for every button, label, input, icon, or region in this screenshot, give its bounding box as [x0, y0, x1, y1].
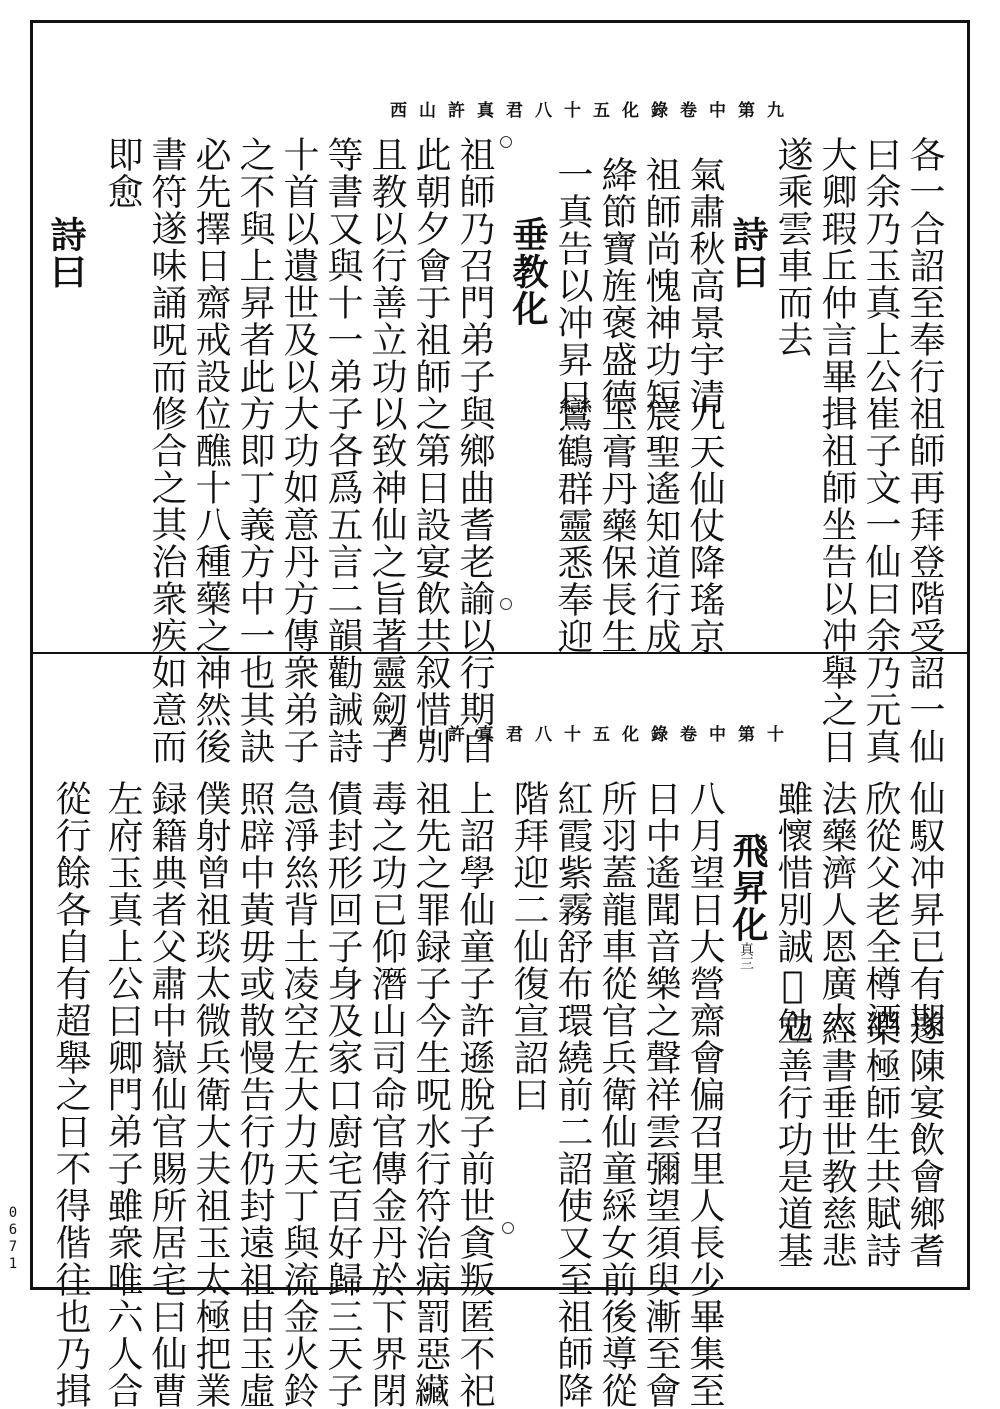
bottom-poem-line: 雖懷惜別誠𠡠勉 — [772, 780, 813, 1044]
top-poem-line: 氣肅秋高景宇清 — [684, 156, 725, 415]
top-section-title: 垂教化 — [507, 216, 549, 327]
top-poem-line: 玉膏丹藥保長生 — [596, 396, 637, 655]
top-text-column: 十首以遺世及以大功如意丹方傳衆弟子 — [278, 136, 319, 765]
top-poem-line: 鸞鶴群靈悉奉迎 — [552, 396, 593, 655]
bottom-text-column: 録籍典者父肅中嶽仙官賜所居宅曰仙曹 — [146, 780, 187, 1409]
top-poem-line: 祖師尚愧神功短 — [640, 156, 681, 415]
page-number: 0671 — [5, 1205, 21, 1273]
top-text-column: 之不與上昇者此方即丁義方中一也其訣 — [234, 136, 275, 765]
bottom-text-column: 左府玉真上公曰卿門弟子雖衆唯六人合 — [102, 780, 143, 1409]
top-text-column: 此朝夕會于祖師之第日設宴飲共叙惜別 — [410, 136, 451, 765]
top-text-column: 即愈 — [102, 136, 143, 210]
bottom-text-column: 僕射曾祖琰太微兵衛大夫祖玉太極把業 — [190, 780, 231, 1409]
bottom-poem-line: 仙馭冲昇已有期 — [904, 780, 945, 1039]
bottom-text-column: 從行餘各自有超舉之日不得偕往也乃揖 — [50, 780, 91, 1409]
bottom-poem-line: 欣從父老全樽酒 — [860, 780, 901, 1039]
top-text-column: 曰余乃玉真上公崔子文一仙曰余乃元真 — [860, 136, 901, 765]
top-poem-line: 絳節寶旌褒盛德 — [596, 156, 637, 415]
top-text-column: 大卿瑕丘仲言畢揖祖師坐告以冲舉之日 — [816, 136, 857, 765]
bottom-section-title: 飛昇化 — [727, 832, 769, 943]
top-poem-heading-2: 詩曰 — [45, 216, 87, 290]
circle-mark-icon — [500, 598, 512, 610]
bottom-text-column: 債封形回子身及家口廚宅百好歸三天子 — [322, 780, 363, 1409]
bottom-text-column: 八月望日大營齋會偏召里人長少畢集至 — [684, 780, 725, 1409]
bottom-text-column: 照辟中黃毋或散慢告行仍封遠祖由玉虛 — [234, 780, 275, 1409]
bottom-text-column: 毒之功已仰潛山司命官傳金丹於下界閉 — [366, 780, 407, 1409]
top-poem-line: 一真告以冲昇日 — [552, 156, 593, 415]
top-poem-line: 宸聖遙知道行成 — [640, 396, 681, 655]
top-page-header: 西山許真君八十五化錄卷中第九 — [390, 101, 796, 121]
bottom-text-column: 上詔學仙童子許遜脫子前世貪叛匿不祀 — [454, 780, 495, 1409]
bottom-text-column: 階拜迎二仙復宣詔曰 — [508, 780, 549, 1113]
top-text-column: 遂乘雲車而去 — [772, 136, 813, 358]
top-text-column: 必先擇日齋戒設位醮十八種藥之神然後 — [190, 136, 231, 765]
bottom-poem-line: 法藥濟人恩廣大 — [816, 780, 857, 1039]
bottom-text-column: 急淨𢇁背土凌空左大力天丁與流金火鈴 — [278, 780, 319, 1409]
top-text-column: 等書又與十一弟子各爲五言二韻勸誡詩 — [322, 136, 363, 765]
top-text-column: 祖師乃召門弟子與鄉曲耆老諭以行期自 — [454, 136, 495, 765]
bottom-poem-line: 遂陳宴飲會鄉耆 — [904, 1010, 945, 1269]
section-note: 真三 — [738, 942, 754, 970]
top-text-column: 且教以行善立功以致神仙之旨著靈劒子 — [366, 136, 407, 765]
bottom-poem-line: 經書垂世教慈悲 — [816, 1010, 857, 1269]
bottom-poem-line: 樂極師生共賦詩 — [860, 1010, 901, 1269]
bottom-text-column: 所羽蓋龍車從官兵衛仙童綵女前後導從 — [596, 780, 637, 1409]
top-poem-heading: 詩曰 — [727, 216, 769, 290]
circle-mark-icon — [500, 136, 512, 148]
bottom-poem-line: 立善行功是道基 — [772, 1010, 813, 1269]
bottom-page-header: 西山許真君八十五化錄卷中第十 — [390, 725, 796, 745]
bottom-text-column: 日中遙聞音樂之聲祥雲彌望須臾漸至會 — [640, 780, 681, 1409]
circle-mark-icon — [502, 1222, 514, 1234]
bottom-text-column: 紅霞紫霧舒布環繞前二詔使又至祖師降 — [552, 780, 593, 1409]
top-poem-line: 九天仙仗降瑤京 — [684, 396, 725, 655]
top-text-column: 各一合詔至奉行祖師再拜登階受詔一仙 — [904, 136, 945, 765]
top-text-column: 書符遂味誦呪而修合之其治衆疾如意而 — [146, 136, 187, 765]
bottom-text-column: 祖先之罪録子今生呪水行符治病罰惡𦇴 — [410, 780, 451, 1409]
